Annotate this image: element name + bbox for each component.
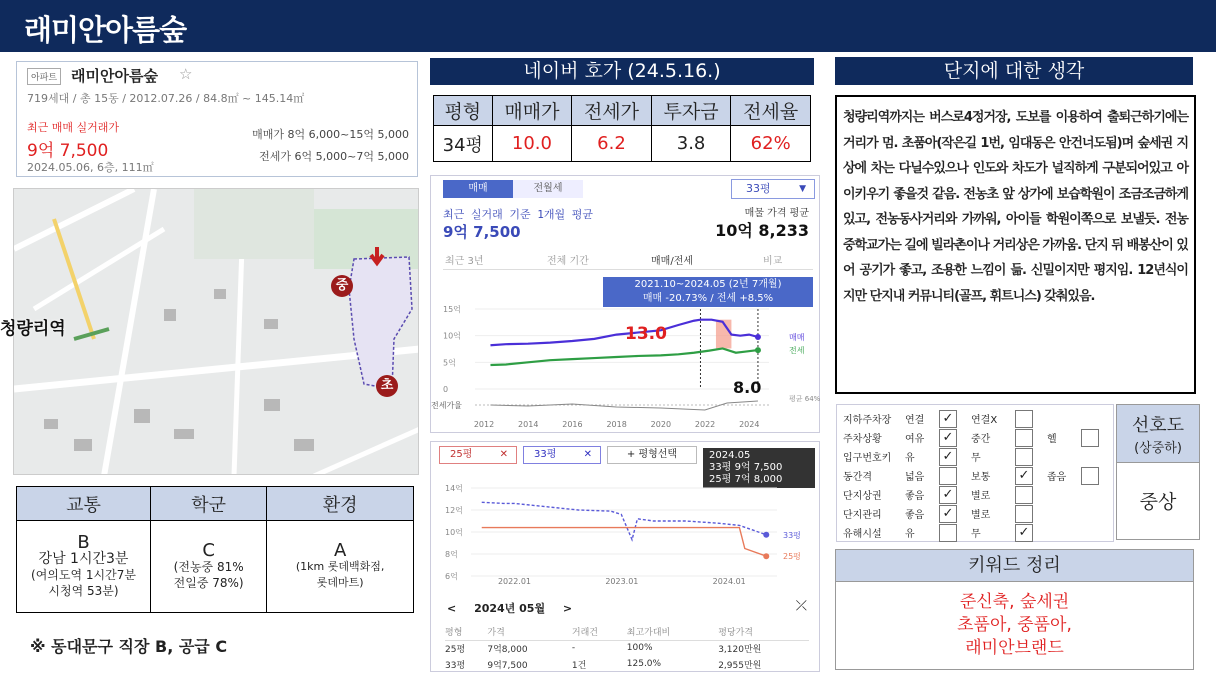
table-cell: 33평 — [445, 660, 466, 671]
checkbox-cell — [1013, 447, 1045, 466]
checklist-row — [841, 504, 1111, 523]
empty-cell — [1079, 504, 1111, 523]
header-traffic: 교통 — [17, 487, 151, 521]
checkbox-cell — [937, 409, 969, 428]
table-header-row — [445, 624, 809, 640]
type-badge: 아파트 — [27, 68, 61, 85]
checkbox[interactable]: ✓ — [1015, 524, 1033, 542]
option-label: 별로 — [971, 510, 991, 521]
school-elementary-marker[interactable]: 초 — [376, 375, 398, 397]
checkbox[interactable]: ✓ — [939, 429, 957, 447]
checkbox-cell — [1013, 428, 1045, 447]
header-cell: 거래건 — [572, 624, 627, 640]
checklist-row — [841, 523, 1111, 542]
jeonse-range: 전세가 6억 5,000~7억 5,000 — [259, 150, 409, 163]
table-cell: 125.0% — [626, 659, 662, 669]
y-tick-label: 6억 — [445, 572, 458, 581]
option-label: 유 — [905, 453, 915, 464]
star-icon[interactable]: ☆ — [179, 65, 193, 83]
header-cell: 가격 — [487, 624, 572, 640]
ratings-table — [16, 486, 414, 613]
option-label — [1045, 447, 1079, 466]
trade-table — [445, 624, 809, 672]
option-label: 넓음 — [905, 472, 925, 483]
option-label: 중간 — [971, 434, 991, 445]
tab-sale-jeonse[interactable]: 매매/전세 — [651, 256, 694, 267]
option-label — [1045, 504, 1079, 523]
checklist-row — [841, 447, 1111, 466]
checklist-label: 유해시설 — [843, 529, 882, 540]
tooltip-33: 33평 9억 7,500 — [709, 462, 783, 473]
checklist-label: 단지관리 — [843, 510, 882, 521]
grade: C — [202, 539, 215, 561]
table-cell: - — [571, 643, 576, 654]
detail: 전일중 78%) — [173, 575, 244, 590]
checkbox-cell — [937, 504, 969, 523]
y-tick-label: 8억 — [445, 550, 458, 559]
table-cell: 34평 — [434, 126, 493, 162]
series-endpoint — [763, 553, 769, 559]
x-tick-label: 2012 — [473, 420, 495, 429]
page-title: 래미안아름숲 — [24, 13, 187, 47]
table-cell: 10.0 — [492, 126, 572, 162]
checkbox[interactable] — [1081, 429, 1099, 447]
series-endpoint — [755, 334, 761, 340]
avg-label: 최근 실거래 기준 1개월 평균 — [443, 208, 593, 221]
checkbox-cell — [1079, 466, 1111, 485]
apartment-name[interactable]: 래미안아름숲 — [71, 67, 158, 85]
keyword-line: 준신축, 숲세권 — [959, 592, 1070, 612]
y-tick-label: 12억 — [445, 506, 463, 515]
chip-25[interactable] — [439, 446, 517, 464]
checkbox[interactable] — [1081, 467, 1099, 485]
page-header — [0, 0, 1216, 52]
preference-title: 선호도 — [1131, 415, 1185, 436]
keyword-line: 초품아, 중품아, — [957, 615, 1072, 635]
header-cell: 평형 — [445, 624, 487, 640]
naver-title: 네이버 호가 (24.5.16.) — [430, 58, 814, 85]
checkbox[interactable] — [1015, 448, 1033, 466]
checkbox-cell — [1013, 504, 1045, 523]
legend-33: 33평 — [783, 530, 801, 540]
recent-label: 최근 매매 실거래가 — [27, 121, 120, 134]
size-select-button[interactable]: + 평형선택 — [607, 446, 697, 464]
checklist-label: 주차상황 — [843, 434, 882, 445]
checklist-panel — [836, 404, 1114, 542]
tab-compare[interactable]: 비교 — [763, 256, 783, 267]
x-tick-label: 2024 — [739, 420, 760, 429]
checkbox[interactable]: ✓ — [939, 505, 957, 523]
x-tick-label: 2020 — [650, 420, 672, 429]
table-row — [17, 521, 414, 613]
sale-range: 매매가 8억 6,000~15억 5,000 — [252, 128, 409, 141]
ratio-label: 전세가율 — [431, 401, 462, 410]
checkbox[interactable]: ✓ — [939, 448, 957, 466]
month-label: 2024년 05월 — [474, 602, 546, 615]
empty-cell — [1079, 409, 1111, 428]
preference-header — [1117, 405, 1199, 463]
checkbox-cell — [1013, 409, 1045, 428]
empty-cell — [1079, 523, 1111, 542]
checklist-row — [841, 466, 1111, 485]
recent-date: 2024.05.06, 6층, 111㎡ — [27, 161, 154, 174]
x-tick-label: 2014 — [518, 420, 539, 429]
checkbox[interactable] — [1015, 410, 1033, 428]
table-cell: 62% — [731, 126, 811, 162]
table-cell: 100% — [626, 643, 653, 654]
option-label: 보통 — [971, 472, 991, 483]
close-icon[interactable]: ✕ — [499, 449, 508, 460]
avg-value: 9억 7,500 — [443, 223, 521, 241]
naver-price-table — [433, 95, 811, 162]
option-label: 무 — [971, 529, 981, 540]
prev-month-button[interactable]: < — [447, 602, 457, 615]
table-header-row — [434, 96, 811, 126]
header-cell: 투자금 — [651, 96, 731, 126]
preference-panel — [1116, 404, 1200, 540]
price-trend-chart — [431, 301, 821, 434]
checklist-row — [841, 409, 1111, 428]
expand-icon[interactable]: ⤫ — [795, 598, 807, 614]
option-label: 연결 — [905, 415, 925, 426]
checkbox-cell — [1013, 523, 1045, 542]
x-tick-label: 2018 — [606, 420, 627, 429]
checklist-label: 동간격 — [843, 472, 872, 483]
apartment-info: 719세대 / 총 15동 / 2012.07.26 / 84.8㎡ ~ 145.14㎡ — [27, 92, 305, 105]
tooltip-change: 매매 -20.73% / 전세 +8.5% — [642, 293, 774, 304]
header-cell: 최고가대비 — [627, 624, 718, 640]
y-tick-label: 14억 — [445, 484, 463, 493]
table-cell: 7억8,000 — [487, 644, 528, 655]
checkbox-cell — [1079, 428, 1111, 447]
checkbox-cell — [1013, 485, 1045, 504]
size-select[interactable] — [731, 179, 815, 199]
ask-value: 10억 8,233 — [715, 221, 809, 240]
detail: (1km 롯데백화점, — [295, 559, 385, 573]
detail: 강남 1시간3분 — [38, 550, 129, 567]
legend-jeonse: 전세 — [789, 346, 805, 356]
header-cell: 전세가 — [572, 96, 652, 126]
apartment-card[interactable] — [16, 61, 418, 177]
table-row — [445, 640, 809, 656]
checkbox[interactable] — [939, 524, 957, 542]
y-tick-label: 5억 — [443, 358, 456, 368]
detail: (전농중 81% — [173, 559, 244, 574]
series-endpoint — [755, 347, 761, 353]
chip-33[interactable] — [523, 446, 601, 464]
checkbox-cell — [937, 466, 969, 485]
map-view[interactable] — [13, 188, 419, 475]
school-cell — [151, 521, 267, 613]
checklist-label: 지하주차장 — [843, 415, 892, 426]
next-month-button[interactable]: > — [562, 602, 573, 615]
option-label — [1045, 485, 1079, 504]
preference-subtitle: (상중하) — [1134, 441, 1182, 456]
keywords-title: 키워드 정리 — [836, 550, 1193, 582]
map-graphic — [14, 189, 419, 475]
environment-cell — [267, 521, 414, 613]
checkbox-cell — [937, 447, 969, 466]
series-line-33 — [482, 502, 767, 539]
option-label: 좋음 — [905, 491, 925, 502]
table-cell: 1건 — [571, 660, 587, 671]
y-tick-label: 10억 — [445, 528, 463, 537]
x-tick-label: 2024.01 — [712, 577, 746, 586]
checkbox[interactable] — [939, 467, 957, 485]
tab-all-period[interactable]: 전체 기간 — [547, 256, 589, 267]
school-middle-marker[interactable]: 중 — [331, 275, 353, 297]
ask-label: 매물 가격 평균 — [744, 208, 809, 219]
chip-33-label: 33평 — [534, 449, 557, 460]
grade: B — [77, 531, 90, 553]
series-endpoint — [763, 532, 769, 538]
option-label: 여유 — [905, 434, 925, 445]
month-navigator — [447, 600, 572, 616]
detail: 롯데마트) — [316, 575, 364, 589]
option-label: 연결X — [971, 415, 998, 426]
tooltip-date: 2024.05 — [709, 450, 751, 461]
detail: (여의도역 1시간7분 — [31, 567, 136, 582]
price-trend-panel — [430, 175, 820, 433]
x-tick-label: 2016 — [562, 420, 583, 429]
ratio-value: 평균 64% — [789, 395, 821, 403]
checklist-row — [841, 485, 1111, 504]
thoughts-title: 단지에 대한 생각 — [835, 57, 1193, 85]
option-label: 무 — [971, 453, 981, 464]
header-cell: 전세율 — [731, 96, 811, 126]
header-school: 학군 — [151, 487, 267, 521]
tooltip-25: 25평 7억 8,000 — [709, 474, 783, 485]
x-tick-label: 2022 — [694, 420, 716, 429]
annotation-high: 13.0 — [625, 324, 667, 344]
close-icon[interactable]: ✕ — [583, 449, 592, 460]
tab-rent[interactable]: 전월세 — [513, 180, 583, 198]
table-row — [434, 126, 811, 162]
chip-25-label: 25평 — [450, 449, 473, 460]
tab-recent-3y[interactable]: 최근 3년 — [445, 256, 484, 267]
preference-value: 중상 — [1139, 491, 1177, 513]
size-select-value: 33평 — [746, 182, 771, 195]
empty-cell — [1079, 485, 1111, 504]
detail: 시청역 53분) — [48, 583, 119, 598]
option-label: 좋음 — [905, 510, 925, 521]
checklist-table — [841, 409, 1111, 542]
y-tick-label: 0 — [443, 385, 449, 394]
period-tabs — [443, 250, 813, 270]
option-label: 유 — [905, 529, 915, 540]
empty-cell — [1079, 447, 1111, 466]
legend-sale: 매매 — [789, 333, 805, 342]
keywords-panel — [835, 549, 1194, 670]
checkbox[interactable] — [1015, 505, 1033, 523]
recent-price: 9억 7,500 — [27, 141, 109, 161]
legend-25: 25평 — [783, 552, 801, 562]
thoughts-body: 청량리역까지는 버스로4정거장, 도보를 이용하여 출퇴근하기에는 거리가 멈. 초품아(작은길 1번, 임대동은 안건너도됨)며 숲세권 지상에 차는 다닐수있으나 인도와 차도가 널직하게 구분되어있고 아이키우기 좋을것 같음. 전농초 앞 상가에 보습학원이 조금조금하게 있고, 전농동사거리와 가까워, 아이들 학원이쪽으로 보낼듯. 전농중학교가는 길에 빌라촌이나 거리상은 가까움. 단지 뒤 배봉산이 있어 공기가 좋고, 조용한 느낌이 듦. 신밀이지만 평지임. 12년식이지만 단지내 커뮤니티(골프, 휘트니스) 갖춰있음. — [843, 110, 1188, 304]
x-tick-label: 2023.01 — [605, 577, 639, 586]
table-cell: 2,955만원 — [718, 660, 762, 671]
checkbox-cell — [937, 523, 969, 542]
option-label — [1045, 409, 1079, 428]
keywords-list — [836, 591, 1193, 660]
option-label: 헬 — [1046, 434, 1057, 445]
table-cell: 3.8 — [651, 126, 731, 162]
size-price-chart — [431, 480, 821, 588]
checkbox-cell — [937, 428, 969, 447]
chevron-down-icon: ▼ — [799, 184, 806, 194]
checklist-label: 단지상권 — [843, 491, 882, 502]
station-label: 청량리역 — [0, 319, 66, 339]
table-cell: 6.2 — [572, 126, 652, 162]
traffic-cell — [17, 521, 151, 613]
y-tick-label: 15억 — [443, 305, 461, 314]
size-price-panel — [430, 441, 820, 672]
table-cell: 3,120만원 — [718, 644, 762, 655]
checkbox-cell — [937, 485, 969, 504]
header-environment: 환경 — [267, 487, 414, 521]
x-tick-label: 2022.01 — [497, 577, 532, 586]
checkbox[interactable]: ✓ — [939, 486, 957, 504]
option-label: 별로 — [971, 491, 991, 502]
annotation-low: 8.0 — [733, 378, 762, 397]
option-label: 좁음 — [1046, 472, 1067, 483]
grade: A — [333, 539, 347, 561]
checkbox[interactable]: ✓ — [939, 410, 957, 428]
checkbox[interactable] — [1015, 486, 1033, 504]
table-header-row — [17, 487, 414, 521]
keyword-line: 래미안브랜드 — [965, 638, 1064, 658]
tooltip-period: 2021.10~2024.05 (2년 7개월) — [634, 279, 782, 290]
table-row — [445, 656, 809, 672]
header-cell: 평형 — [434, 96, 493, 126]
table-cell: 9억7,500 — [487, 660, 528, 671]
tab-sale[interactable]: 매매 — [443, 180, 513, 198]
checklist-row — [841, 428, 1111, 447]
y-tick-label: 10억 — [443, 331, 461, 341]
checkbox-cell — [1013, 466, 1045, 485]
header-cell: 매매가 — [492, 96, 572, 126]
checklist-label: 입구번호키 — [843, 453, 892, 464]
table-cell: 25평 — [445, 644, 466, 655]
thoughts-box — [835, 95, 1196, 394]
header-cell: 평당가격 — [718, 624, 809, 640]
checkbox[interactable]: ✓ — [1015, 467, 1033, 485]
option-label — [1045, 523, 1079, 542]
checkbox[interactable] — [1015, 429, 1033, 447]
note-text: ※ 동대문구 직장 B, 공급 C — [30, 637, 228, 656]
